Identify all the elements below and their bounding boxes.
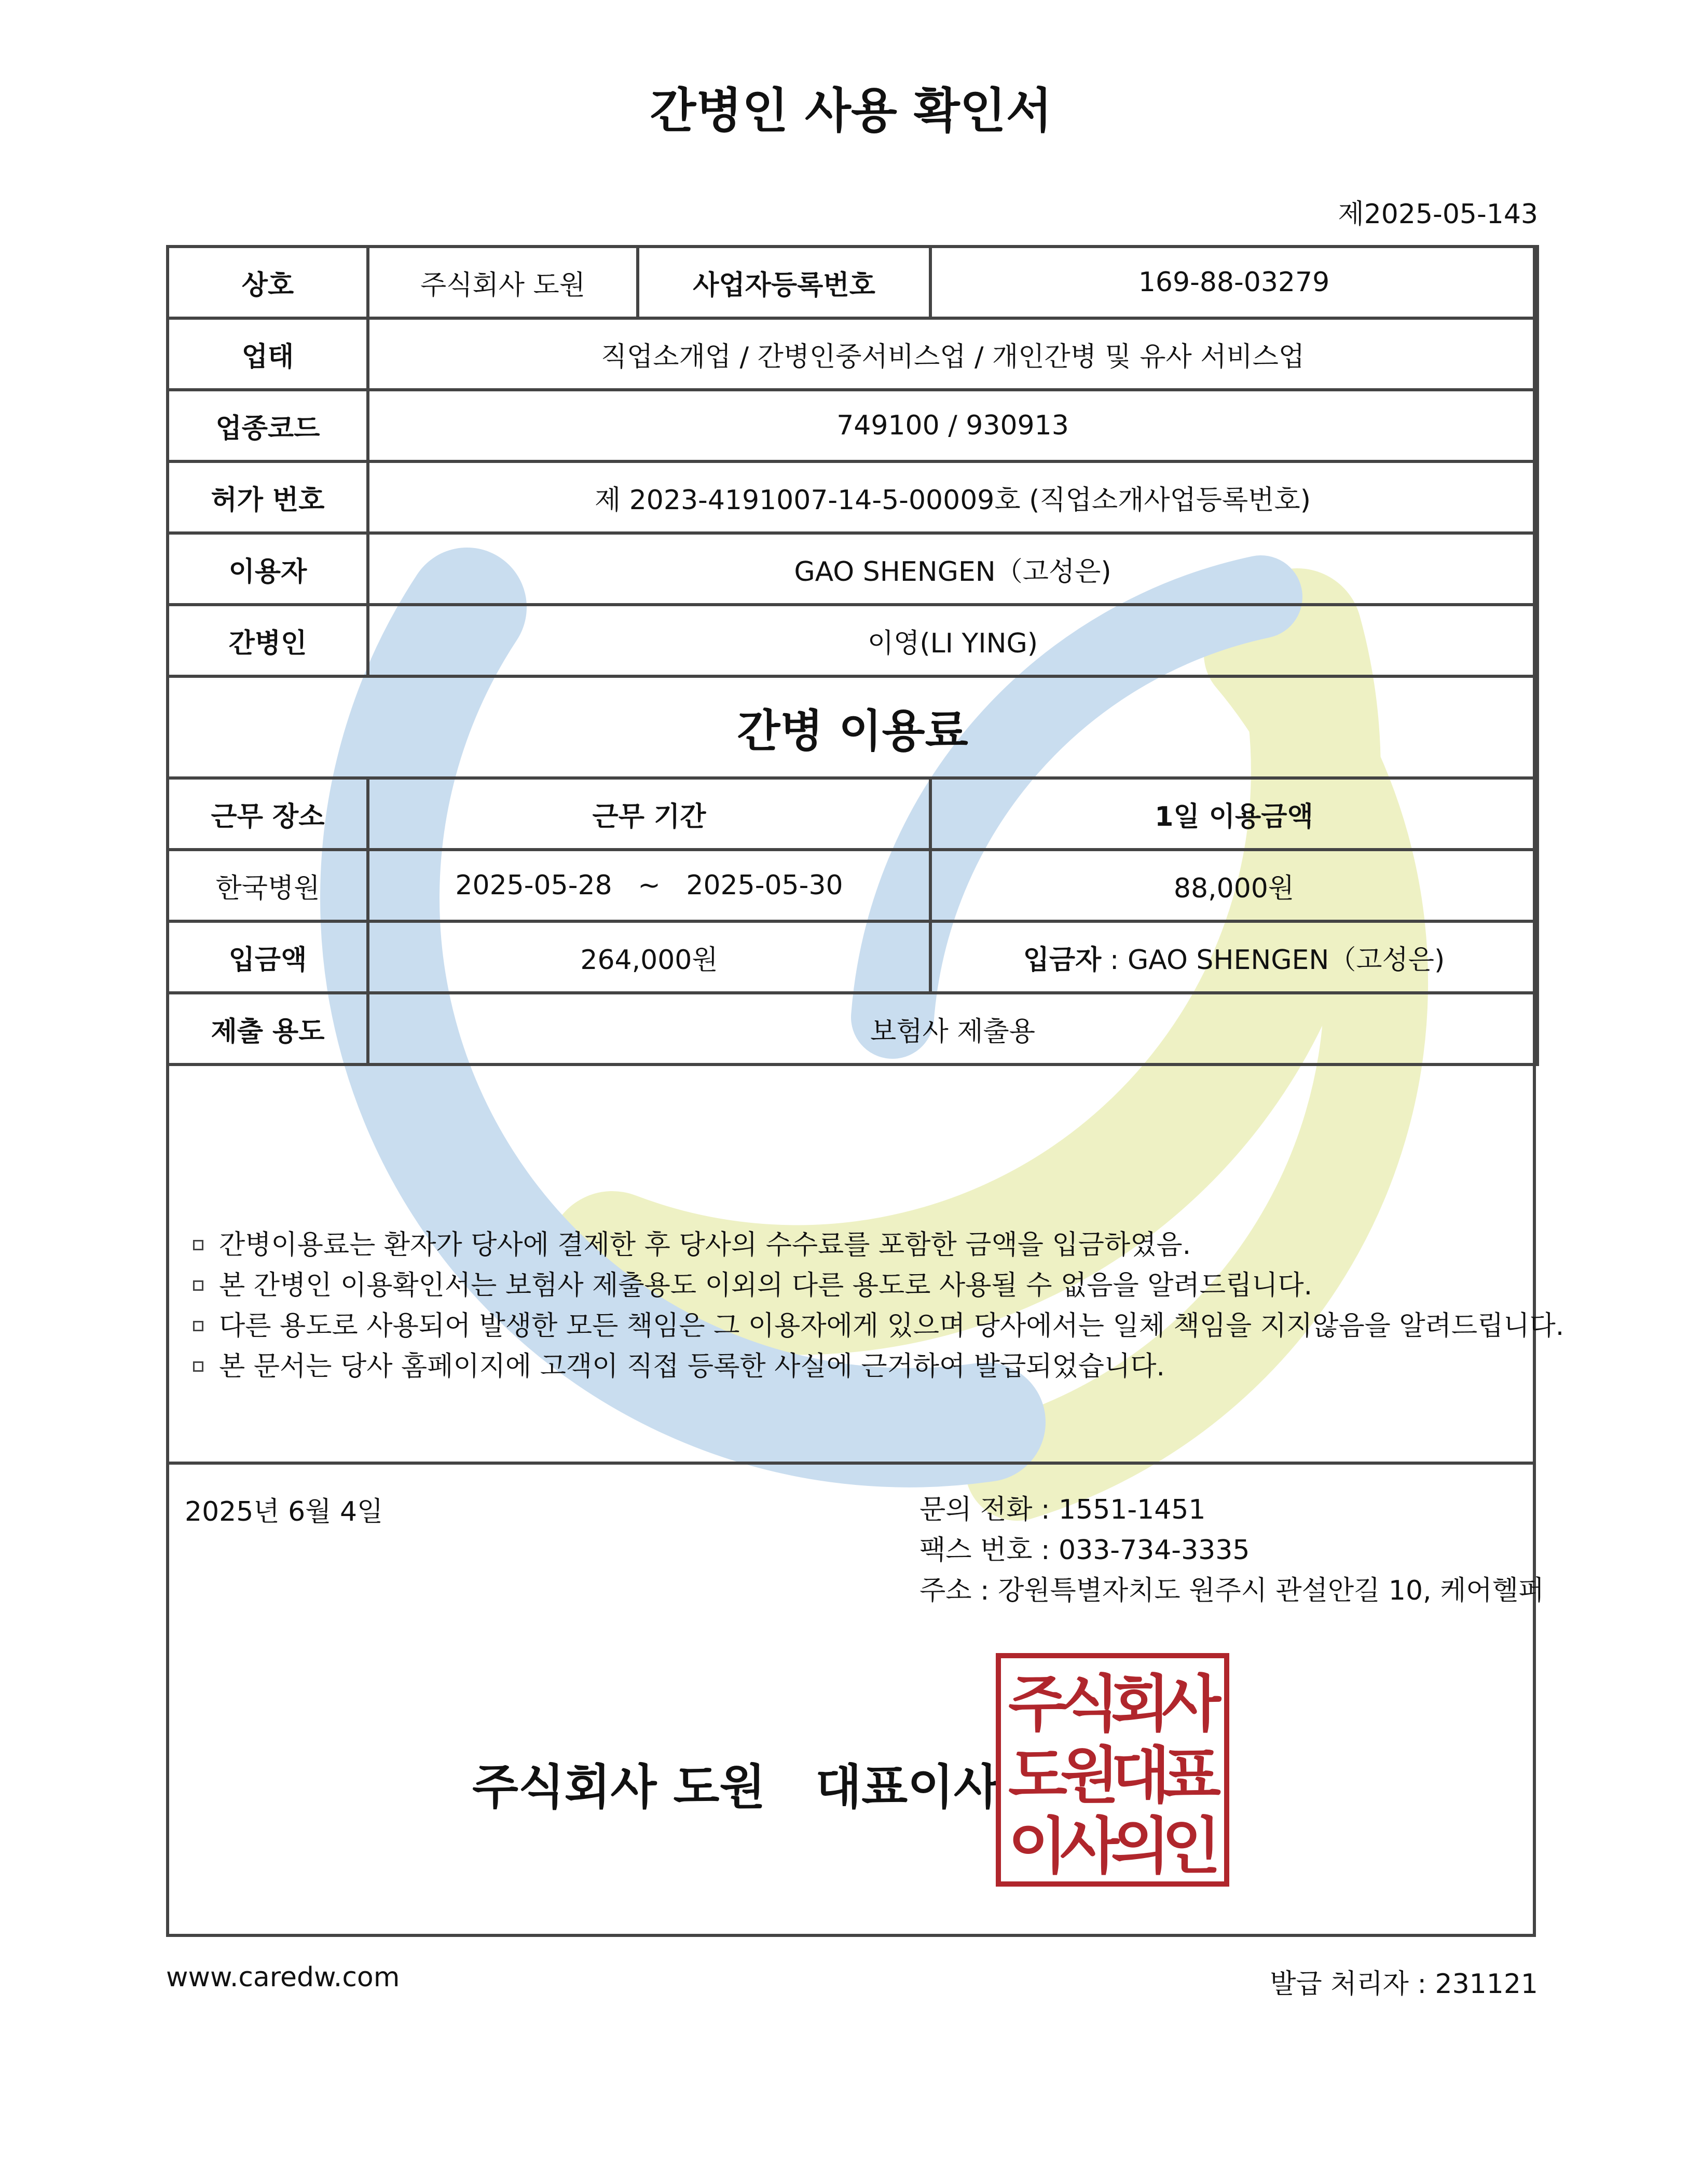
table-row (168, 533, 1538, 605)
depositor-label: 입금자 (1023, 944, 1102, 976)
square-bullet-icon (193, 1361, 203, 1372)
code-value: 749100 / 930913 (368, 390, 1538, 461)
fee-section-title: 간병 이용료 (168, 676, 1538, 778)
table-row (168, 921, 1538, 993)
svg-text:도: 도 (1008, 1740, 1067, 1811)
square-bullet-icon (193, 1321, 203, 1331)
table-row (168, 461, 1538, 533)
notes-list (193, 1225, 1564, 1387)
svg-text:원: 원 (1060, 1740, 1119, 1811)
svg-text:대: 대 (1111, 1740, 1170, 1811)
svg-text:인: 인 (1162, 1810, 1221, 1882)
svg-text:의: 의 (1111, 1810, 1170, 1882)
table-row (168, 247, 1538, 318)
caregiver-value: 이영(LI YING) (368, 605, 1538, 676)
user-value: GAO SHENGEN（고성은) (368, 533, 1538, 605)
svg-text:식: 식 (1060, 1668, 1119, 1740)
deposit-value: 264,000원 (368, 921, 930, 993)
table-row (168, 605, 1538, 676)
issue-date: 2025년 6월 4일 (185, 1496, 383, 1527)
document-number: 제2025-05-143 (1338, 199, 1538, 230)
place-label: 근무 장소 (168, 778, 368, 850)
signer-name: 주식회사 도원 대표이사 (472, 1759, 1000, 1815)
fax-text: 팩스 번호 : 033-734-3335 (919, 1535, 1250, 1566)
document-title: 간병인 사용 확인서 (650, 83, 1052, 139)
bizreg-label: 사업자등록번호 (638, 247, 930, 318)
bizreg-value: 169-88-03279 (930, 247, 1538, 318)
contact-block (919, 1490, 1544, 1611)
place-value: 한국병원 (168, 850, 368, 921)
phone-text: 문의 전화 : 1551-1451 (919, 1494, 1206, 1525)
table-row (168, 993, 1538, 1064)
svg-text:회: 회 (1111, 1668, 1170, 1740)
period-label: 근무 기간 (368, 778, 930, 850)
svg-text:사: 사 (1162, 1668, 1221, 1740)
permit-value: 제 2023-4191007-14-5-00009호 (직업소개사업등록번호) (368, 461, 1538, 533)
name-value: 주식회사 도원 (368, 247, 638, 318)
table-row (168, 390, 1538, 461)
handler-text: 발급 처리자 : 231121 (1270, 1969, 1538, 2000)
svg-text:사: 사 (1060, 1810, 1119, 1882)
website-link[interactable]: www.caredw.com (166, 1962, 400, 1993)
info-table (166, 245, 1539, 1066)
name-label: 상호 (168, 247, 368, 318)
depositor-value: : GAO SHENGEN（고성은) (1101, 944, 1445, 976)
code-label: 업종코드 (168, 390, 368, 461)
list-item: 간병이용료는 환자가 당사에 결제한 후 당사의 수수료를 포함한 금액을 입금하였음. (193, 1225, 1564, 1265)
square-bullet-icon (193, 1240, 203, 1250)
caregiver-label: 간병인 (168, 605, 368, 676)
daily-label: 1일 이용금액 (930, 778, 1538, 850)
purpose-label: 제출 용도 (168, 993, 368, 1064)
svg-text:이: 이 (1008, 1810, 1067, 1882)
company-seal-icon (995, 1653, 1230, 1887)
address-text: 주소 : 강원특별자치도 원주시 관설안길 10, 케어헬퍼 (919, 1575, 1545, 1606)
svg-text:표: 표 (1162, 1740, 1221, 1811)
biztype-value: 직업소개업 / 간병인중서비스업 / 개인간병 및 유사 서비스업 (368, 318, 1538, 390)
footer-divider (166, 1462, 1536, 1465)
table-row (168, 778, 1538, 850)
list-item: 본 문서는 당사 홈페이지에 고객이 직접 등록한 사실에 근거하여 발급되었습니다. (193, 1346, 1564, 1387)
depositor-cell (930, 921, 1538, 993)
deposit-label: 입금액 (168, 921, 368, 993)
permit-label: 허가 번호 (168, 461, 368, 533)
purpose-value: 보험사 제출용 (368, 993, 1538, 1064)
svg-text:주: 주 (1008, 1668, 1067, 1740)
daily-value: 88,000원 (930, 850, 1538, 921)
table-row (168, 676, 1538, 778)
list-item: 다른 용도로 사용되어 발생한 모든 책임은 그 이용자에게 있으며 당사에서는 일체 책임을 지지않음을 알려드립니다. (193, 1306, 1564, 1346)
table-row (168, 850, 1538, 921)
period-value: 2025-05-28 ~ 2025-05-30 (368, 850, 930, 921)
table-row (168, 318, 1538, 390)
list-item: 본 간병인 이용확인서는 보험사 제출용도 이외의 다른 용도로 사용될 수 없음을 알려드립니다. (193, 1265, 1564, 1306)
biztype-label: 업태 (168, 318, 368, 390)
user-label: 이용자 (168, 533, 368, 605)
square-bullet-icon (193, 1280, 203, 1291)
